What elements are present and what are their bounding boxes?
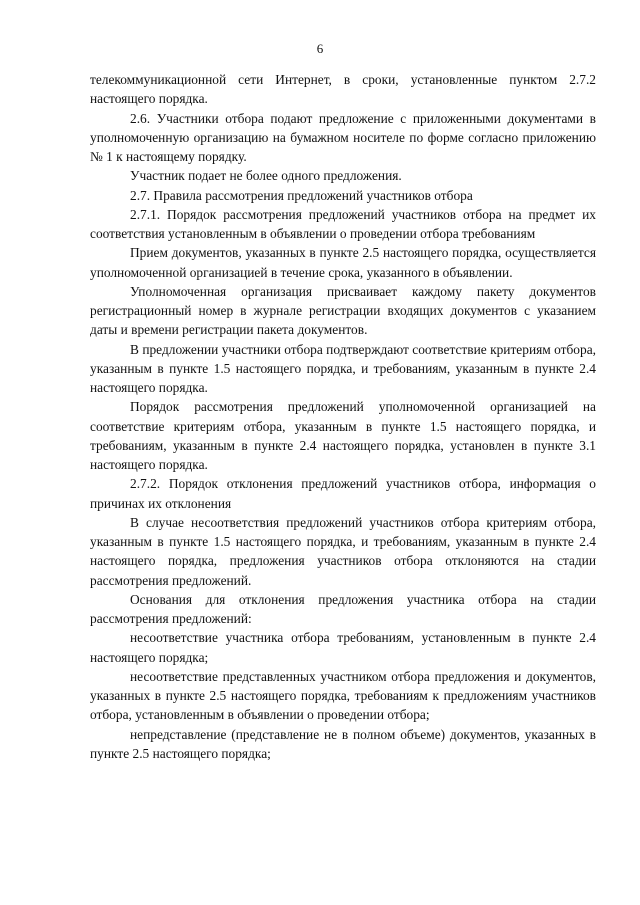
paragraph-one-proposal: Участник подает не более одного предложения. [130, 168, 402, 184]
paragraph-2-6: 2.6. Участники отбора подают предложение с приложенными документами в уполномоченную организацию на бумажном носителе по форме согласно приложению № 1 к настоящему порядку. [90, 110, 596, 164]
list-item-ground-3: непредставление (представление не в полном объеме) документов, указанных в пункте 2.5 настоящего порядка; [90, 726, 596, 761]
paragraph-confirmation: В предложении участники отбора подтверждают соответствие критериям отбора, указанным в пункте 1.5 настоящего порядка, и требованиям, указанным в пункте 2.4 настоящего порядка. [90, 341, 596, 395]
paragraph-review-procedure: Порядок рассмотрения предложений уполномоченной организацией на соответствие критериям отбора, указанным в пункте 1.5 настоящего порядка, и требованиям, указанным в пункте 2.4 настоящего порядка, установлен в пункте 3.1 настоящего порядка. [90, 399, 596, 472]
paragraph-document-intake: Прием документов, указанных в пункте 2.5 настоящего порядка, осуществляется уполномоченной организацией в течение срока, указанного в объявлении. [90, 245, 596, 280]
paragraph-2-7-1: 2.7.1. Порядок рассмотрения предложений участников отбора на предмет их соответствия установленным в объявлении о проведении отбора требованиям [90, 206, 596, 241]
paragraph-continuation: телекоммуникационной сети Интернет, в сроки, установленные пунктом 2.7.2 настоящего порядка. [90, 72, 596, 107]
paragraph-rejection-grounds: Основания для отклонения предложения участника отбора на стадии рассмотрения предложений: [90, 591, 596, 626]
list-item-ground-2: несоответствие представленных участником отбора предложения и документов, указанных в пункте 2.5 настоящего порядка, требованиям к предложениям участников отбора, установленным в объявлении о проведении отбора; [90, 668, 596, 723]
paragraph-registration: Уполномоченная организация присваивает каждому пакету документов регистрационный номер в журнале регистрации входящих документов с указанием даты и времени регистрации пакета документов. [90, 283, 596, 338]
section-heading-2-7: 2.7. Правила рассмотрения предложений участников отбора [130, 187, 473, 203]
page-number: 6 [316, 41, 324, 56]
list-item-ground-1: несоответствие участника отбора требованиям, установленным в пункте 2.4 настоящего порядка; [90, 630, 596, 665]
paragraph-2-7-2: 2.7.2. Порядок отклонения предложений участников отбора, информация о причинах их отклонения [90, 476, 596, 511]
paragraph-rejection-case: В случае несоответствия предложений участников отбора критериям отбора, указанным в пункте 1.5 настоящего порядка, и требованиям, указанным в пункте 2.4 настоящего порядка, предложения участников отбора отклоняются на стадии рассмотрения предложений. [90, 514, 596, 588]
document-body [90, 70, 596, 763]
